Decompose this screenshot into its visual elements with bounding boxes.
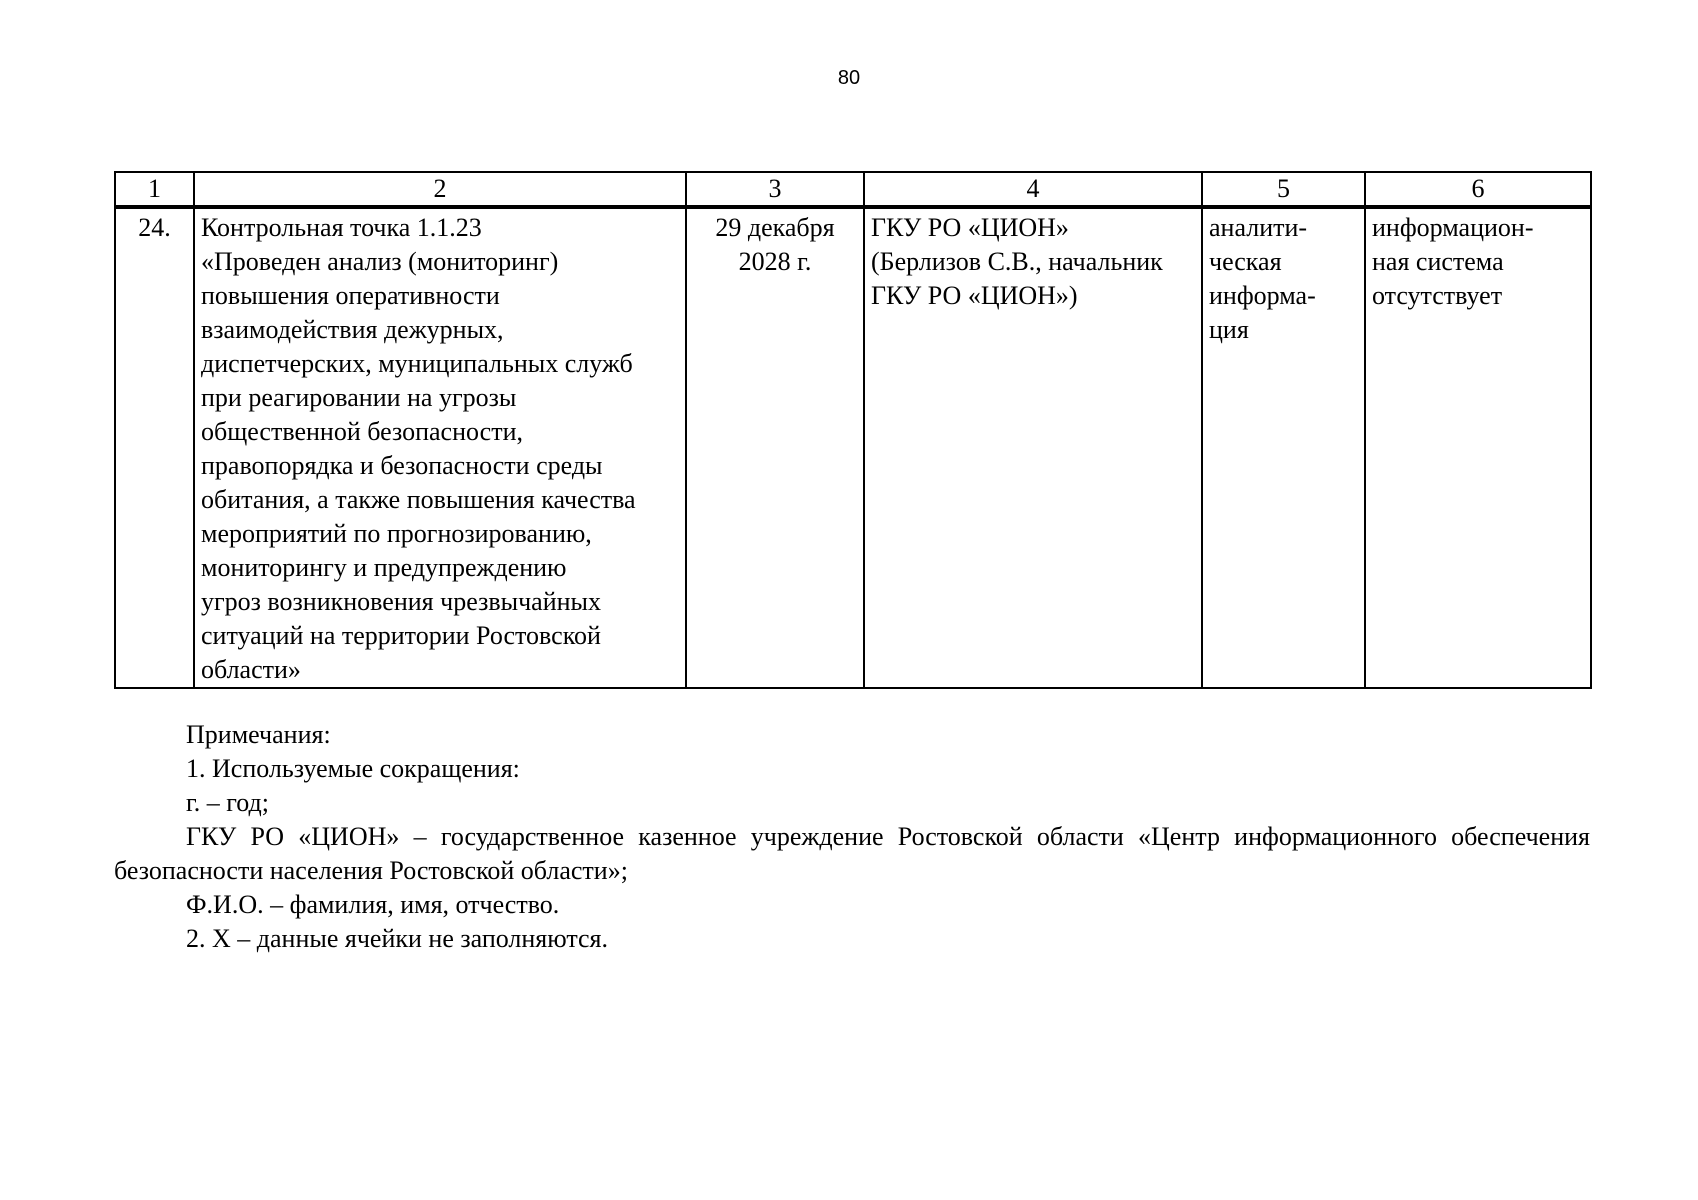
notes-title: Примечания: — [186, 720, 331, 749]
header-cell: 4 — [864, 172, 1202, 207]
table-row — [115, 207, 1591, 688]
description-line: ситуаций на территории Ростовской — [201, 621, 601, 650]
description-line: повышения оперативности — [201, 281, 500, 310]
date-line: 29 декабря — [715, 213, 835, 242]
description-line: Контрольная точка 1.1.23 — [201, 213, 482, 242]
document-type — [1202, 207, 1365, 688]
header-cell: 6 — [1365, 172, 1591, 207]
note-item: 1. Используемые сокращения: — [186, 754, 520, 783]
info-system-line: отсутствует — [1372, 281, 1503, 310]
control-points-table — [114, 171, 1592, 689]
header-cell: 1 — [115, 172, 194, 207]
notes-section — [114, 718, 1590, 956]
row-number: 24. — [115, 207, 194, 688]
doc-type-line: ческая — [1209, 247, 1282, 276]
responsible-line: ГКУ РО «ЦИОН» — [871, 213, 1069, 242]
description-line: «Проведен анализ (мониторинг) — [201, 247, 559, 276]
responsible-executor — [864, 207, 1202, 688]
description-line: мониторингу и предупреждению — [201, 553, 567, 582]
description-line: угроз возникновения чрезвычайных — [201, 587, 601, 616]
description-line: диспетчерских, муниципальных служб — [201, 349, 633, 378]
header-cell: 5 — [1202, 172, 1365, 207]
information-system — [1365, 207, 1591, 688]
responsible-line: ГКУ РО «ЦИОН») — [871, 281, 1078, 310]
description-line: общественной безопасности, — [201, 417, 523, 446]
description-line: при реагировании на угрозы — [201, 383, 517, 412]
doc-type-line: аналити- — [1209, 213, 1308, 242]
abbreviation: ГКУ РО «ЦИОН» – государственное казенное учреждение Ростовской области «Центр информационного обеспечения безопасности населения Ростовской области»; — [114, 822, 1590, 885]
description-line: мероприятий по прогнозированию, — [201, 519, 592, 548]
description-line: правопорядка и безопасности среды — [201, 451, 603, 480]
doc-type-line: ция — [1209, 315, 1249, 344]
description-line: области» — [201, 655, 301, 684]
control-point-description — [194, 207, 686, 688]
page-number: 80 — [837, 67, 861, 89]
abbreviation: Ф.И.О. – фамилия, имя, отчество. — [186, 890, 560, 919]
responsible-line: (Берлизов С.В., начальник — [871, 247, 1163, 276]
table-header-row — [115, 172, 1591, 207]
due-date — [686, 207, 864, 688]
info-system-line: информацион- — [1372, 213, 1534, 242]
date-line: 2028 г. — [738, 247, 812, 276]
abbreviation: г. – год; — [186, 788, 269, 817]
header-cell: 3 — [686, 172, 864, 207]
description-line: взаимодействия дежурных, — [201, 315, 504, 344]
header-cell: 2 — [194, 172, 686, 207]
description-line: обитания, а также повышения качества — [201, 485, 636, 514]
info-system-line: ная система — [1372, 247, 1504, 276]
doc-type-line: информа- — [1209, 281, 1316, 310]
note-item: 2. Х – данные ячейки не заполняются. — [186, 924, 609, 953]
